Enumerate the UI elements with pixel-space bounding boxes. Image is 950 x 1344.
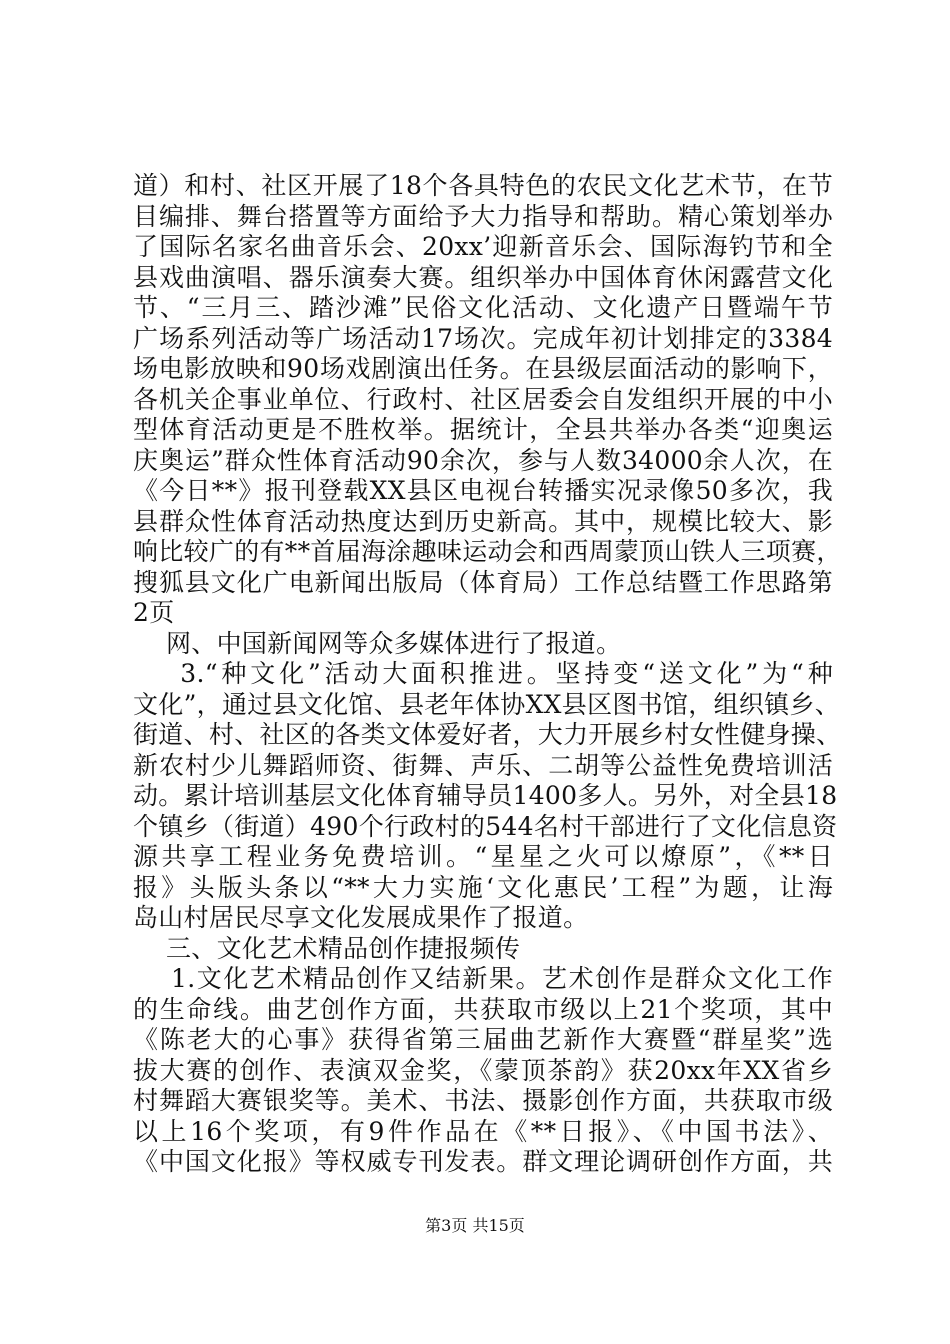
- text-line-32: 以上16个奖项，有9件作品在《**日报》、《中国书法》、: [133, 1116, 833, 1146]
- text-line-33: 《中国文化报》等权威专刊发表。群文理论调研创作方面，共: [133, 1147, 833, 1176]
- text-line-7: 场电影放映和90场戏剧演出任务。在县级层面活动的影响下，: [133, 354, 833, 383]
- section-heading: 三、文化艺术精品创作捷报频传: [133, 933, 521, 963]
- text-line-12: 县群众性体育活动热度达到历史新高。其中，规模比较大、影: [133, 506, 833, 536]
- text-line-3: 了国际名家名曲音乐会、20xx’迎新音乐会、国际海钓节和全: [133, 232, 833, 261]
- text-line-1: 道）和村、社区开展了18个各具特色的农民文化艺术节，在节: [133, 171, 833, 200]
- text-line-30: 拔大赛的创作、表演双金奖，《蒙顶茶韵》获20xx年XX省乡: [133, 1055, 833, 1085]
- text-line-9: 型体育活动更是不胜枚举。据统计，全县共举办各类“迎奥运: [133, 415, 833, 444]
- text-line-8: 各机关企事业单位、行政村、社区居委会自发组织开展的中小: [133, 384, 833, 414]
- text-line-20: 新农村少儿舞蹈师资、街舞、声乐、二胡等公益性免费培训活: [133, 750, 833, 780]
- text-line-6: 广场系列活动等广场活动17场次。完成年初计划排定的3384: [133, 323, 833, 353]
- text-line-23: 源共享工程业务免费培训。“星星之火可以燎原”，《**日: [133, 842, 833, 871]
- text-line-4: 县戏曲演唱、器乐演奏大赛。组织举办中国体育休闲露营文化: [133, 262, 833, 292]
- text-line-13: 响比较广的有**首届海涂趣味运动会和西周蒙顶山铁人三项赛，: [133, 537, 842, 566]
- text-line-29: 《陈老大的心事》获得省第三届曲艺新作大赛暨“群星奖”选: [133, 1025, 833, 1054]
- text-line-19: 街道、村、社区的各类文体爱好者，大力开展乡村女性健身操、: [133, 720, 842, 749]
- text-line-31: 村舞蹈大赛银奖等。美术、书法、摄影创作方面，共获取市级: [133, 1086, 833, 1115]
- text-line-27: 1.文化艺术精品创作又结新果。艺术创作是群众文化工作: [133, 964, 833, 993]
- text-line-24: 报》头版头条以“**大力实施‘文化惠民’工程”为题，让海: [133, 872, 833, 902]
- text-line-15: 2页: [133, 598, 175, 627]
- text-line-18: 文化”，通过县文化馆、县老年体协XX县区图书馆，组织镇乡、: [133, 689, 841, 719]
- page-number-footer: 第3页 共15页: [425, 1216, 525, 1235]
- text-line-28: 的生命线。曲艺创作方面，共获取市级以上21个奖项，其中: [133, 994, 833, 1024]
- text-line-14: 搜狐县文化广电新闻出版局（体育局）工作总结暨工作思路第: [133, 567, 833, 597]
- text-line-25: 岛山村居民尽享文化发展成果作了报道。: [133, 903, 589, 932]
- text-line-16: 网、中国新闻网等众多媒体进行了报道。: [133, 628, 622, 658]
- text-line-11: 《今日**》报刊登载XX县区电视台转播实况录像50多次，我: [133, 476, 833, 505]
- text-line-17: 3.“种文化”活动大面积推进。坚持变“送文化”为“种: [133, 659, 833, 688]
- text-line-21: 动。累计培训基层文化体育辅导员1400多人。另外，对全县18: [133, 781, 838, 810]
- text-line-22: 个镇乡（街道）490个行政村的544名村干部进行了文化信息资: [133, 811, 838, 841]
- text-line-10: 庆奥运”群众性体育活动90余次，参与人数34000余人次，在: [133, 445, 833, 475]
- body-text: [133, 171, 842, 1178]
- text-line-2: 目编排、舞台搭置等方面给予大力指导和帮助。精心策划举办: [133, 201, 833, 231]
- text-line-5: 节、“三月三、踏沙滩”民俗文化活动、文化遗产日暨端午节: [133, 293, 833, 322]
